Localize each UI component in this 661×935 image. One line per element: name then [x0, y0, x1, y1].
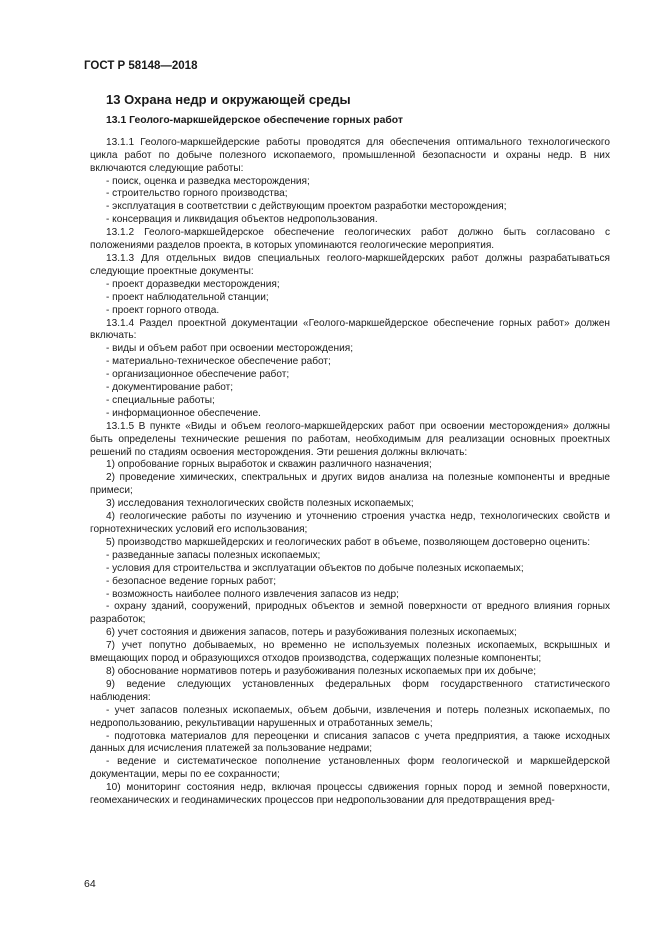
paragraph: 8) обоснование нормативов потерь и разубоживания полезных ископаемых при их добыче; [106, 665, 537, 677]
list-item: - консервация и ликвидация объектов недропользования. [106, 214, 378, 226]
paragraph: - учет запасов полезных ископаемых, объем добычи, извлечения и потерь полезных ископаемых, по недропользованию, рекультивации нарушенных и отработанных земель; [90, 704, 610, 729]
paragraph: 13.1.5 В пункте «Виды и объем геолого-маркшейдерских работ при освоении месторождения» должны быть определены технические решения по работам, необходимым для реализации основных проектных решений по стадиям освоения месторождения. Эти решения должны включать: [90, 420, 610, 458]
page-number: 64 [84, 878, 96, 890]
list-item: - информационное обеспечение. [106, 407, 261, 419]
subsection-title: 13.1 Геолого-маркшейдерское обеспечение горных работ [106, 114, 403, 126]
list-item: - возможность наиболее полного извлечения запасов из недр; [106, 588, 399, 600]
paragraph: 2) проведение химических, спектральных и других видов анализа на полезные компоненты и вредные примеси; [90, 472, 610, 497]
paragraph: 10) мониторинг состояния недр, включая процессы сдвижения горных пород и земной поверхности, геомеханических и геодинамических процессов при недропользовании для предотвращения вред- [90, 782, 610, 807]
paragraph: 1) опробование горных выработок и скважин различного назначения; [106, 459, 432, 471]
list-item: - разведанные запасы полезных ископаемых; [106, 549, 321, 561]
list-item: - безопасное ведение горных работ; [106, 575, 277, 587]
list-item: - проект наблюдательной станции; [106, 291, 269, 303]
list-item: - проект доразведки месторождения; [106, 278, 280, 290]
paragraph: 13.1.2 Геолого-маркшейдерское обеспечение геологических работ должно быть согласовано с положениями разделов проекта, в которых упоминаются геологические мероприятия. [90, 227, 610, 252]
paragraph: 7) учет попутно добываемых, но временно не используемых полезных ископаемых, вскрышных и вмещающих пород и образующихся отходов производства, содержащих полезные компоненты; [90, 640, 610, 665]
list-item: - виды и объем работ при освоении месторождения; [106, 343, 354, 355]
paragraph: - ведение и систематическое пополнение установленных форм геологической и маркшейдерской документации, меры по ее сохранности; [90, 756, 610, 781]
list-item: - условия для строительства и эксплуатации объектов по добыче полезных ископаемых; [106, 562, 524, 574]
paragraph: 9) ведение следующих установленных федеральных форм государственного статистического наблюдения: [90, 678, 610, 703]
list-item: - специальные работы; [106, 394, 215, 406]
paragraph: 4) геологические работы по изучению и уточнению строения участка недр, технологических свойств и горнотехнических условий его использования; [90, 511, 610, 535]
list-item: - проект горного отвода. [106, 304, 220, 316]
paragraph: 5) производство маркшейдерских и геологических работ в объеме, позволяющем достоверно оценить: [106, 536, 591, 548]
paragraph: 13.1.4 Раздел проектной документации «Геолого-маркшейдерское обеспечение горных работ» должен включать: [90, 317, 610, 342]
paragraph: - охрану зданий, сооружений, природных объектов и земной поверхности от вредного влияния горных разработок; [90, 601, 610, 626]
paragraph: 3) исследования технологических свойств полезных ископаемых; [106, 498, 414, 510]
list-item: - строительство горного производства; [106, 188, 288, 200]
list-item: - организационное обеспечение работ; [106, 369, 290, 381]
list-item: - поиск, оценка и разведка месторождения; [106, 175, 310, 187]
paragraph: 6) учет состояния и движения запасов, потерь и разубоживания полезных ископаемых; [106, 627, 517, 639]
standard-code: ГОСТ Р 58148—2018 [84, 60, 198, 72]
paragraphs [90, 137, 610, 808]
paragraph: - подготовка материалов для переоценки и списания запасов с учета предприятия, а также исходных данных для исчисления платежей за пользование недрами; [90, 730, 610, 755]
list-item: - материально-техническое обеспечение работ; [106, 356, 331, 368]
document-body [90, 94, 610, 808]
list-item: - документирование работ; [106, 382, 234, 394]
list-item: - эксплуатация в соответствии с действующим проектом разработки месторождения; [106, 201, 507, 213]
paragraph: 13.1.1 Геолого-маркшейдерские работы проводятся для обеспечения оптимального технологического цикла работ по добыче полезного ископаемого, промышленной безопасности и охраны недр. В них включаются следующие работы: [90, 136, 610, 174]
section-title: 13 Охрана недр и окружающей среды [106, 92, 351, 107]
paragraph: 13.1.3 Для отдельных видов специальных геолого-маркшейдерских работ должны разрабатываться следующие проектные документы: [90, 252, 610, 277]
